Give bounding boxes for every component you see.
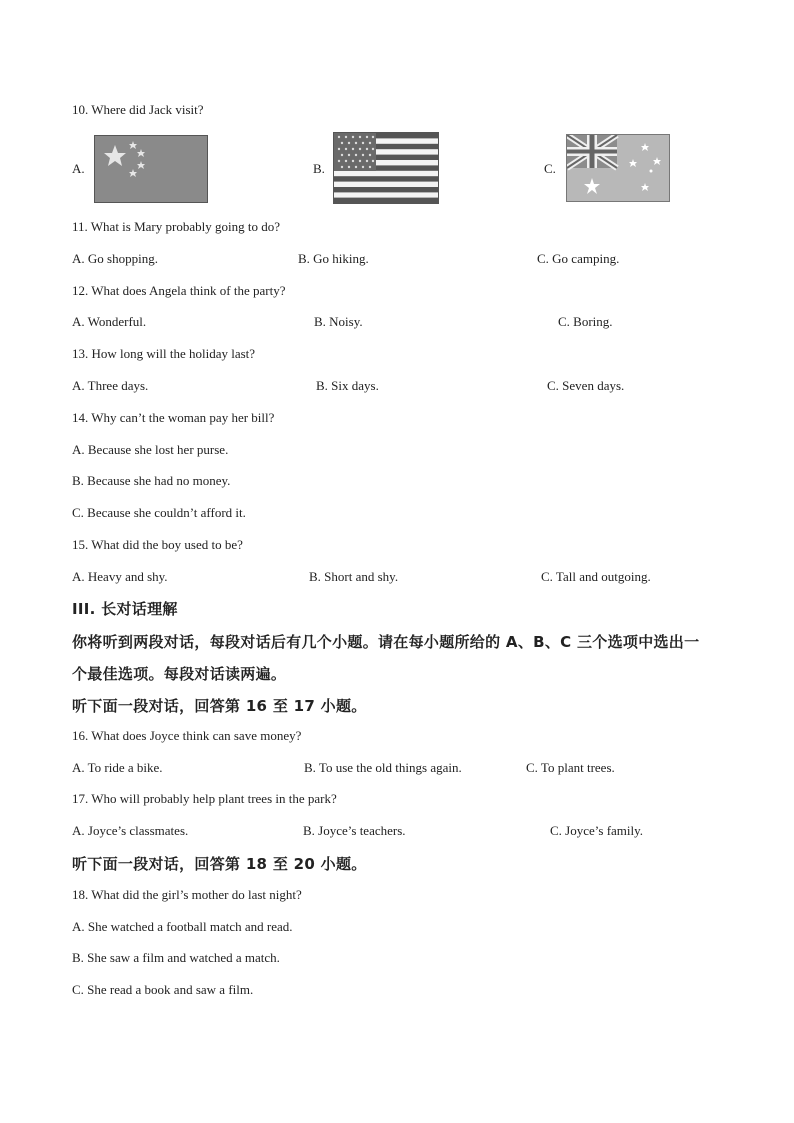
q16-option-a: A. To ride a bike. [72,760,163,775]
question-16: 16. What does Joyce think can save money? [72,728,302,743]
question-12: 12. What does Angela think of the party? [72,283,286,298]
option-c-label: C. [544,161,556,176]
q17-option-a: A. Joyce’s classmates. [72,823,189,838]
q16-option-b: B. To use the old things again. [304,760,462,775]
question-10: 10. Where did Jack visit? [72,102,204,117]
dialogue-2-heading: 听下面一段对话，回答第 18 至 20 小题。 [72,855,367,873]
q13-option-c: C. Seven days. [547,378,625,393]
q12-option-b: B. Noisy. [314,314,363,329]
q12-option-c: C. Boring. [558,314,613,329]
q18-option-c: C. She read a book and saw a film. [72,982,254,997]
question-14: 14. Why can’t the woman pay her bill? [72,410,275,425]
section-instructions-line1: 你将听到两段对话，每段对话后有几个小题。请在每小题所给的 A、B、C 三个选项中选出一 [72,633,700,651]
q11-option-c: C. Go camping. [537,251,620,266]
q15-option-a: A. Heavy and shy. [72,569,168,584]
q16-option-c: C. To plant trees. [526,760,615,775]
question-18: 18. What did the girl’s mother do last night? [72,887,302,902]
q12-option-a: A. Wonderful. [72,314,147,329]
option-b-label: B. [313,161,325,176]
australia-flag-graphic [567,135,669,201]
question-13: 13. How long will the holiday last? [72,346,256,361]
q14-option-a: A. Because she lost her purse. [72,442,229,457]
section-instructions-line2: 个最佳选项。每段对话读两遍。 [72,665,287,683]
question-15: 15. What did the boy used to be? [72,537,243,552]
q17-option-c: C. Joyce’s family. [550,823,644,838]
q14-option-c: C. Because she couldn’t afford it. [72,505,246,520]
australia-flag-icon [566,134,670,202]
usa-flag-graphic [334,133,438,203]
q13-option-b: B. Six days. [316,378,379,393]
q15-option-c: C. Tall and outgoing. [541,569,651,584]
option-a-label: A. [72,161,85,176]
china-flag-icon [94,135,208,203]
dialogue-1-heading: 听下面一段对话，回答第 16 至 17 小题。 [72,697,367,715]
q14-option-b: B. Because she had no money. [72,473,231,488]
section-title: III. 长对话理解 [72,600,178,618]
q11-option-b: B. Go hiking. [298,251,369,266]
q13-option-a: A. Three days. [72,378,149,393]
usa-flag-icon [333,132,439,204]
question-11: 11. What is Mary probably going to do? [72,219,280,234]
q15-option-b: B. Short and shy. [309,569,399,584]
question-17: 17. Who will probably help plant trees in the park? [72,791,337,806]
q18-option-a: A. She watched a football match and read. [72,919,293,934]
q17-option-b: B. Joyce’s teachers. [303,823,406,838]
china-flag-graphic [95,136,207,202]
q11-option-a: A. Go shopping. [72,251,158,266]
q18-option-b: B. She saw a film and watched a match. [72,950,280,965]
